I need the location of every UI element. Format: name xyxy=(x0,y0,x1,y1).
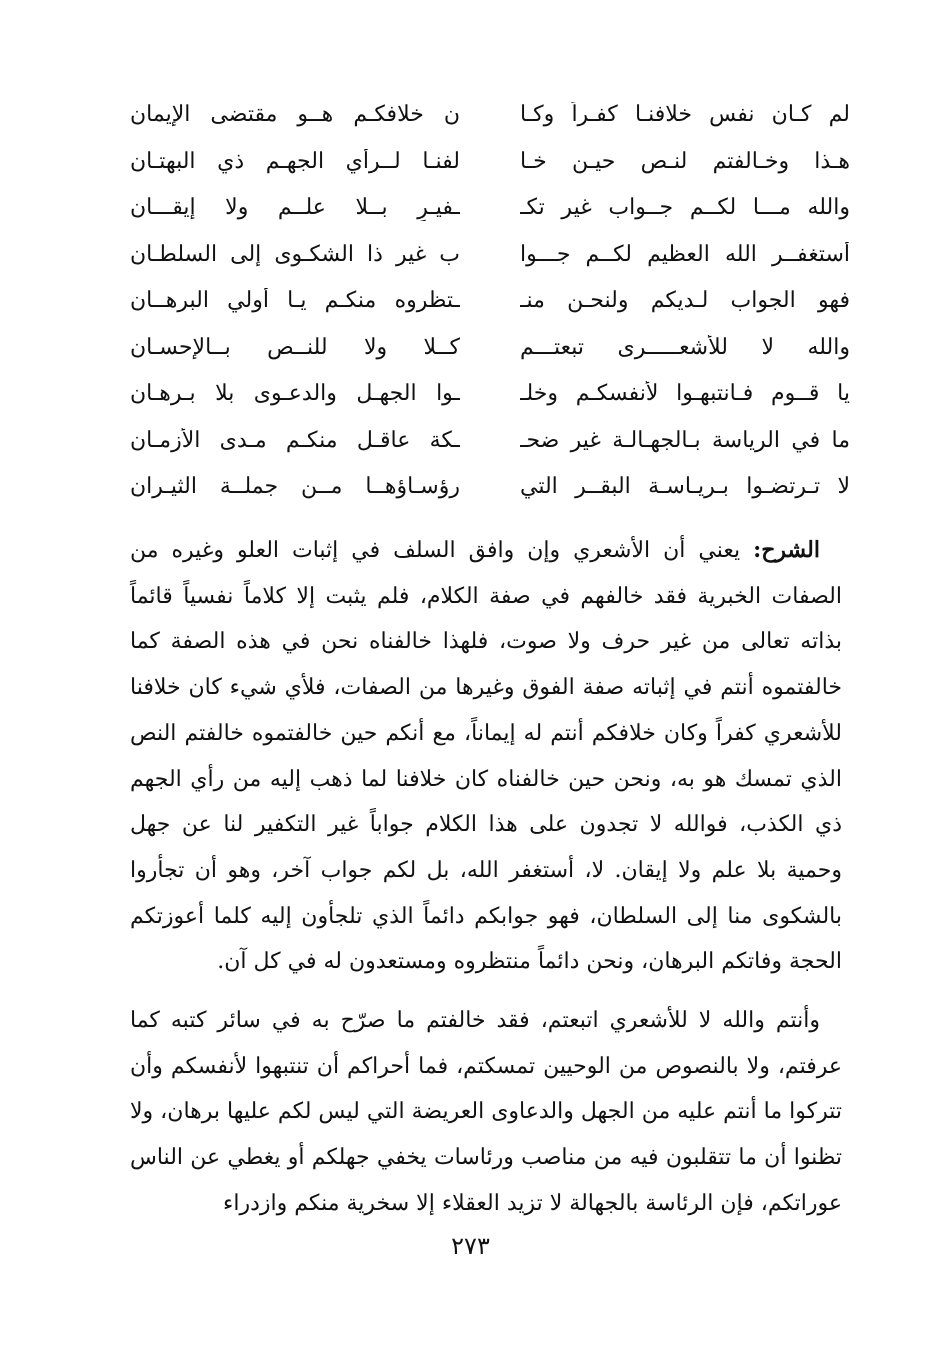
verse-row xyxy=(130,92,850,139)
verse-first-hemistich: فهو الجواب لـديكم ولنحـن منـ xyxy=(520,288,850,314)
verse-first-hemistich: أستغفــر الله العظيم لكــم جـــوا xyxy=(520,241,850,267)
verse-first-hemistich: والله لا للأشعـــــرى تبعتـــم xyxy=(520,334,850,360)
verse-second-hemistich: ب غير ذا الشكـوى إلى السلطـان xyxy=(130,241,460,267)
verse-row xyxy=(130,371,850,418)
commentary-body-2: وأنتم والله لا للأشعري اتبعتم، فقد خالفتم ما صرّح به في سائر كتبه كما عرفتم، ولا بالنصوص من الوحيين تمسكتم، فما أحراكم أن تنتبهوا لأنفسكم وأن تتركوا ما أنتم عليه من الجهل والدعاوى العريضة التي ليس لكم عليها برهان، ولا تظنوا أن ما تتقلبون فيه من مناصب ورئاسات يخفي جهلكم أو يغطي عن الناس عوراتكم، فإن الرئاسة بالجهالة لا تزيد العقلاء إلا سخرية منكم وازدراء xyxy=(130,1008,842,1216)
verse-second-hemistich: كــلا ولا للنــص بــالإحسـان xyxy=(130,334,460,360)
verse-row xyxy=(130,232,850,279)
verse-second-hemistich: ـفيـرٍ بــلا علــم ولا إيقـــان xyxy=(130,195,460,221)
verse-second-hemistich: ـتظروه منكـم يـا أولي البرهــان xyxy=(130,288,460,314)
commentary-paragraph-2 xyxy=(130,998,842,1227)
verse-row xyxy=(130,418,850,465)
page-number: ٢٧٣ xyxy=(451,1232,490,1260)
verse-second-hemistich: لفنـا لــرأي الجهـم ذي البهتـان xyxy=(130,148,460,174)
verse-row xyxy=(130,278,850,325)
commentary-body-1: يعني أن الأشعري وإن وافق السلف في إثبات العلو وغيره من الصفات الخبرية فقد خالفهم في صفة الكلام، فلم يثبت إلا كلاماً نفسياً قائماً بذاته تعالى من غير حرف ولا صوت، فلهذا خالفناه نحن في هذه الصفة كما خالفتموه أنتم في إثباته صفة الفوق وغيرها من الصفات، فلأي شيء كان خلافنا للأشعري كفراً وكان خلافكم أنتم له إيماناً، مع أنكم حين خالفتموه خالفتم النص الذي تمسك هو به، ونحن حين خالفناه كان خلافنا لما ذهب إليه من رأي الجهم ذي الكذب، فوالله لا تجدون على هذا الكلام جواباً غير التكفير لنا عن جهل وحمية بلا علم ولا إيقان. لا، أستغفر الله، بل لكم جواب آخر، وهو أن تجأروا بالشكوى منا إلى السلطان، فهو جوابكم دائماً الذي تلجأون إليه كلما أعوزتكم الحجة وفاتكم البرهان، ونحن دائماً منتظروه ومستعدون له في كل آن. xyxy=(130,538,842,975)
verse-second-hemistich: ن خلافكـم هــو مقتضى الإيمان xyxy=(130,102,460,128)
verse-second-hemistich: رؤسـاؤهــا مــن جملــة الثيـران xyxy=(130,474,460,500)
verse-first-hemistich: لم كـان نفس خلافنـا كفـراً وكـا xyxy=(520,102,850,128)
verse-first-hemistich: ما في الرياسة بـالجهـالـة غير ضحـ xyxy=(520,427,850,453)
verse-first-hemistich: لا تـرتضـوا بـريـاسـة البقــر التي xyxy=(520,474,850,500)
verse-row xyxy=(130,325,850,372)
verse-row xyxy=(130,464,850,511)
verse-row xyxy=(130,139,850,186)
commentary-lead-label: الشرح: xyxy=(753,537,820,563)
verse-first-hemistich: يا قــوم فـانتبهـوا لأنفسكـم وخلـ xyxy=(520,381,850,407)
verse-row xyxy=(130,185,850,232)
commentary-text xyxy=(130,528,842,985)
verse-second-hemistich: ـوا الجهـل والدعـوى بلا بـرهـان xyxy=(130,381,460,407)
poem-verses xyxy=(130,92,850,511)
commentary-paragraph-1 xyxy=(130,528,842,985)
verse-second-hemistich: ـكة عاقـل منكـم مـدى الأزمـان xyxy=(130,427,460,453)
verse-first-hemistich: والله مـــا لكــم جــواب غير تكـ xyxy=(520,195,850,221)
verse-first-hemistich: هـذا وخـالفتم لنـص حيـن خـا xyxy=(520,148,850,174)
